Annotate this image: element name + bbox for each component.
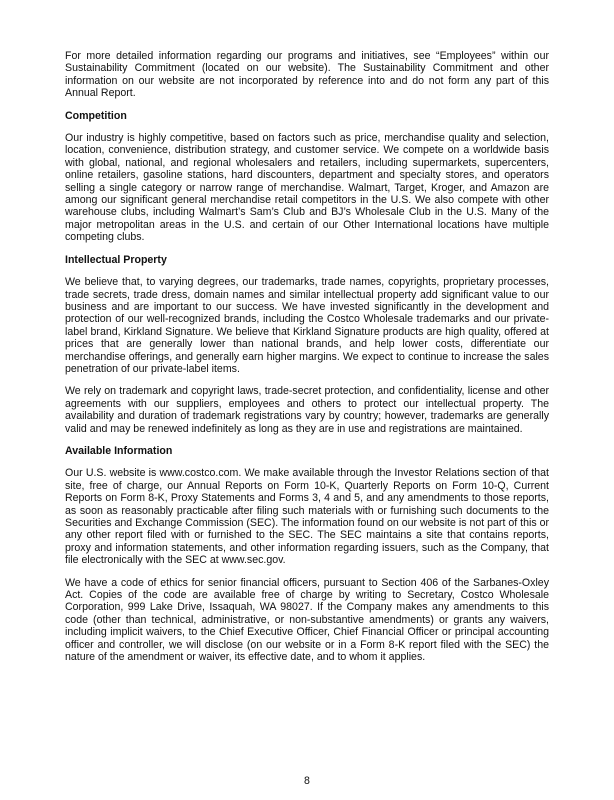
page-number: 8	[304, 775, 310, 787]
intellectual-property-heading: Intellectual Property	[65, 253, 167, 266]
document-page	[65, 50, 549, 673]
competition-paragraph: Our industry is highly competitive, based on factors such as price, merchandise quality and selection, location, convenience, distribution strategy, and customer service. We compete on a worldwide basis with global, national, and regional wholesalers and retailers, including supermarkets, supercenters, online retailers, gasoline stations, hard discounters, department and specialty stores, and operators selling a single category or narrow range of merchandise. Walmart, Target, Kroger, and Amazon are among our significant general merchandise retail competitors in the U.S. We also compete with other warehouse clubs, including Walmart’s Sam’s Club and BJ’s Wholesale Club in the U.S. Many of the major metropolitan areas in the U.S. and certain of our Other International locations have multiple competing clubs.	[65, 132, 549, 244]
intro-paragraph: For more detailed information regarding our programs and initiatives, see “Employees” within our Sustainability Commitment (located on our website). The Sustainability Commitment and other information on our website are not incorporated by reference into and do not form any part of this Annual Report.	[65, 50, 549, 100]
competition-heading: Competition	[65, 109, 127, 122]
ip-paragraph-1: We believe that, to varying degrees, our trademarks, trade names, copyrights, proprietary processes, trade secrets, trade dress, domain names and similar intellectual property add significant value to our business and are important to our success. We have invested significantly in the development and protection of our well-recognized brands, including the Costco Wholesale trademarks and our private-label brand, Kirkland Signature. We believe that Kirkland Signature products are high quality, offered at prices that are generally lower than national brands, and help lower costs, differentiate our merchandise offerings, and generally earn higher margins. We expect to continue to increase the sales penetration of our private-label items.	[65, 276, 549, 375]
ip-paragraph-2: We rely on trademark and copyright laws, trade-secret protection, and confidentiality, license and other agreements with our suppliers, employees and others to protect our intellectual property. The availability and duration of trademark registrations vary by country; however, trademarks are generally valid and may be renewed indefinitely as long as they are in use and registrations are maintained.	[65, 385, 549, 435]
available-info-paragraph-1: Our U.S. website is www.costco.com. We make available through the Investor Relations section of that site, free of charge, our Annual Reports on Form 10-K, Quarterly Reports on Form 10-Q, Current Reports on Form 8-K, Proxy Statements and Forms 3, 4 and 5, and any amendments to those reports, as soon as reasonably practicable after filing such materials with or furnishing such documents to the Securities and Exchange Commission (SEC). The information found on our website is not part of this or any other report filed with or furnished to the SEC. The SEC maintains a site that contains reports, proxy and information statements, and other information regarding issuers, such as the Company, that file electronically with the SEC at www.sec.gov.	[65, 467, 549, 567]
available-info-paragraph-2: We have a code of ethics for senior financial officers, pursuant to Section 406 of the Sarbanes-Oxley Act. Copies of the code are available free of charge by writing to Secretary, Costco Wholesale Corporation, 999 Lake Drive, Issaquah, WA 98027. If the Company makes any amendments to this code (other than technical, administrative, or non-substantive amendments) or grants any waivers, including implicit waivers, to the Chief Executive Officer, Chief Financial Officer or principal accounting officer and controller, we will disclose (on our website or in a Form 8-K report filed with the SEC) the nature of the amendment or waiver, its effective date, and to whom it applies.	[65, 576, 549, 664]
available-information-heading: Available Information	[65, 444, 173, 457]
